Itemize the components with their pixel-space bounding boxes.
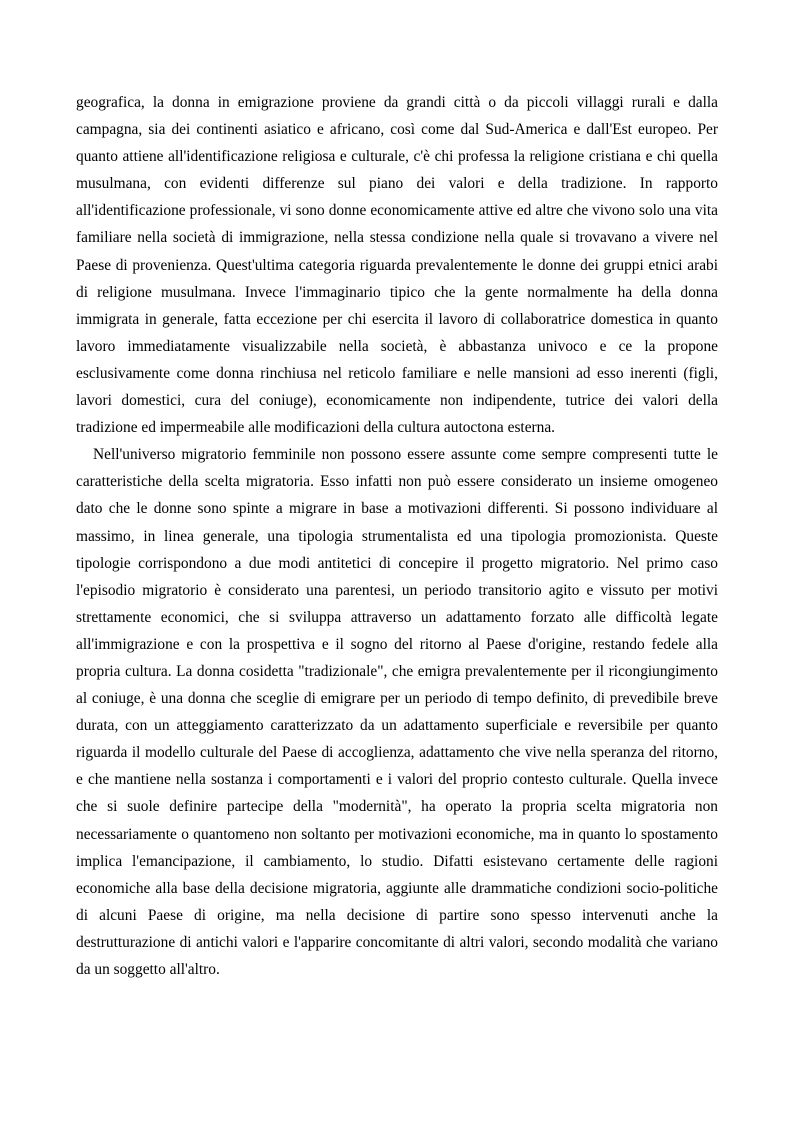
paragraph-2: Nell'universo migratorio femminile non possono essere assunte come sempre compresenti tutte le caratteristiche della scelta migratoria. Esso infatti non può essere considerato un insieme omogeneo dato che le donne sono spinte a migrare in base a motivazioni differenti. Si possono individuare al massimo, in linea generale, una tipologia strumentalista ed una tipologia promozionista. Queste tipologie corrispondono a due modi antitetici di concepire il progetto migratorio. Nel primo caso l'episodio migratorio è considerato una parentesi, un periodo transitorio agito e vissuto per motivi strettamente economici, che si sviluppa attraverso un adattamento forzato alle difficoltà legate all'immigrazione e con la prospettiva e il sogno del ritorno al Paese d'origine, restando fedele alla propria cultura. La donna cosidetta "tradizionale", che emigra prevalentemente per il ricongiungimento al coniuge, è una donna che sceglie di emigrare per un periodo di tempo definito, di prevedibile breve durata, con un atteggiamento caratterizzato da un adattamento superficiale e reversibile per quanto riguarda il modello culturale del Paese di accoglienza, adattamento che vive nella speranza del ritorno, e che mantiene nella sostanza i comportamenti e i valori del proprio contesto culturale. Quella invece che si suole definire partecipe della "modernità", ha operato la propria scelta migratoria non necessariamente o quantomeno non soltanto per motivazioni economiche, ma in quanto lo spostamento implica l'emancipazione, il cambiamento, lo studio. Difatti esistevano certamente delle ragioni economiche alla base della decisione migratoria, aggiunte alle drammatiche condizioni socio-politiche di alcuni Paese di origine, ma nella decisione di partire sono spesso intervenuti anche la destrutturazione di antichi valori e l'apparire concomitante di altri valori, secondo modalità che variano da un soggetto all'altro. <box>76 446 718 978</box>
body-text <box>76 89 718 983</box>
paragraph-1: geografica, la donna in emigrazione proviene da grandi città o da piccoli villaggi rurali e dalla campagna, sia dei continenti asiatico e africano, così come dal Sud-America e dall'Est europeo. Per quanto attiene all'identificazione religiosa e culturale, c'è chi professa la religione cristiana e chi quella musulmana, con evidenti differenze sul piano dei valori e della tradizione. In rapporto all'identificazione professionale, vi sono donne economicamente attive ed altre che vivono solo una vita familiare nella società di immigrazione, nella stessa condizione nella quale si trovavano a vivere nel Paese di provenienza. Quest'ultima categoria riguarda prevalentemente le donne dei gruppi etnici arabi di religione musulmana. Invece l'immaginario tipico che la gente normalmente ha della donna immigrata in generale, fatta eccezione per chi esercita il lavoro di collaboratrice domestica in quanto lavoro immediatamente visualizzabile nella società, è abbastanza univoco e ce la propone esclusivamente come donna rinchiusa nel reticolo familiare e nelle mansioni ad esso inerenti (figli, lavori domestici, cura del coniuge), economicamente non indipendente, tutrice dei valori della tradizione ed impermeabile alle modificazioni della cultura autoctona esterna. <box>76 94 718 437</box>
